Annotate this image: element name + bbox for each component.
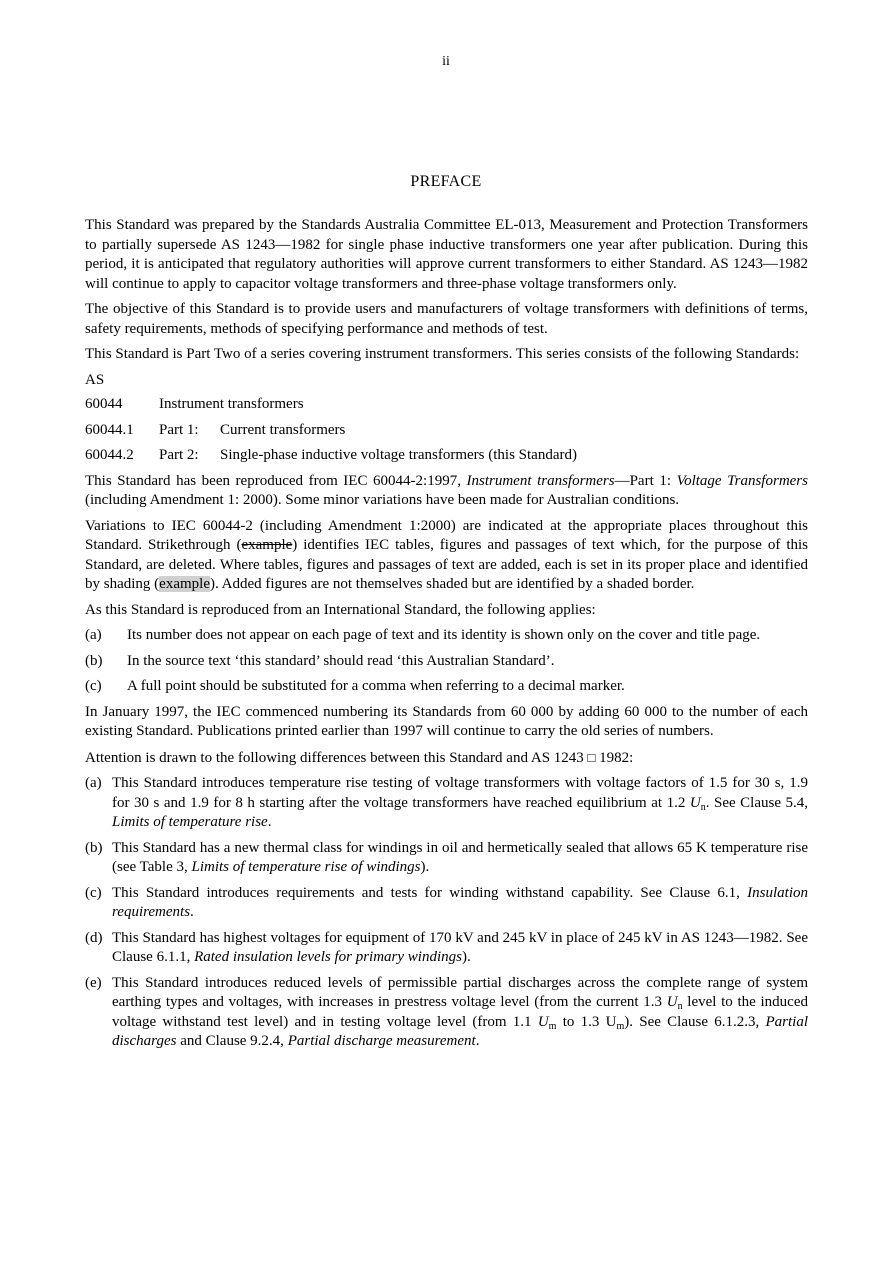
text-run: This Standard introduces reduced levels of permissible partial discharges across the complete range of system earthing types and voltages, with increases in prestress voltage level (from the current 1.3 bbox=[112, 974, 808, 1010]
series-title: Current transformers bbox=[220, 421, 346, 438]
text-run: Variations to IEC 60044-2 (including Amendment 1:2000) are indicated at the appropriate places throughout this Standard. Strikethrough ( bbox=[85, 517, 808, 553]
list-text bbox=[112, 974, 808, 1052]
series-list bbox=[85, 371, 808, 466]
paragraph-variations bbox=[85, 517, 808, 595]
text-run: ) identifies IEC tables, figures and passages of text which, for the purpose of this Standard, are deleted. Where tables, figures and passages of text are added, each is set in its proper place and identified by shading ( bbox=[85, 537, 808, 592]
text-run: This Standard has a new thermal class for windings in oil and hermetically sealed that allows 65 K temperature rise (see Table 3, bbox=[112, 839, 808, 875]
list-text bbox=[112, 774, 808, 833]
symbol-u: U bbox=[537, 1013, 549, 1030]
list-marker: (b) bbox=[85, 652, 103, 669]
missing-glyph-box: □ bbox=[587, 749, 596, 765]
series-row bbox=[85, 421, 808, 441]
text-run: . See Clause 5.4, bbox=[705, 794, 808, 811]
symbol-u: U bbox=[666, 994, 678, 1010]
list-marker: (a) bbox=[85, 775, 102, 791]
text-run: level to the induced voltage withstand test level) and in testing voltage level (from 1.1 bbox=[112, 994, 808, 1030]
list-marker: (c) bbox=[85, 884, 102, 901]
text-run: ). Added figures are not themselves shaded but are identified by a shaded border. bbox=[209, 576, 695, 592]
text-run: to 1.3 U bbox=[556, 1013, 617, 1030]
italic-title: Insulation requirements bbox=[112, 884, 808, 920]
text-run: ). bbox=[461, 949, 471, 965]
series-code: 60044.2 bbox=[85, 447, 134, 463]
list-text: Its number does not appear on each page of text and its identity is shown only on the cover and title page. bbox=[127, 627, 761, 643]
paragraph-applies: As this Standard is reproduced from an International Standard, the following applies: bbox=[85, 601, 596, 618]
series-heading: AS bbox=[85, 371, 105, 388]
text-run: —Part 1: bbox=[614, 472, 677, 489]
text-run: Attention is drawn to the following differences between this Standard and AS 1243 bbox=[85, 749, 584, 766]
subscript: m bbox=[616, 1020, 625, 1032]
strikethrough-example: example bbox=[241, 537, 293, 553]
list-text: In the source text ‘this standard’ should read ‘this Australian Standard’. bbox=[127, 652, 555, 669]
list-item bbox=[85, 774, 808, 833]
list-marker: (b) bbox=[85, 839, 103, 856]
list-item bbox=[85, 626, 808, 646]
text-run: This Standard introduces temperature rise testing of voltage transformers with voltage factors of 1.5 for 30 s, 1.9 for 30 s and 1.9 for 8 h starting after the voltage transformers have reached equilibrium at 1.2 bbox=[112, 775, 808, 811]
series-code: 60044 bbox=[85, 396, 123, 412]
list-item bbox=[85, 652, 808, 672]
paragraph-differences-intro bbox=[85, 748, 808, 769]
list-text: A full point should be substituted for a comma when referring to a decimal marker. bbox=[127, 678, 625, 694]
text-run: . bbox=[190, 904, 194, 920]
list-item bbox=[85, 929, 808, 968]
text-run: ). bbox=[420, 859, 430, 875]
shaded-example: example bbox=[159, 576, 210, 592]
differences-list bbox=[85, 774, 808, 1052]
series-part: Part 1: bbox=[159, 421, 199, 438]
series-row bbox=[85, 446, 808, 466]
text-run: 1982: bbox=[599, 749, 634, 766]
list-marker: (a) bbox=[85, 627, 102, 643]
list-item bbox=[85, 884, 808, 923]
italic-title: Voltage Transformers bbox=[676, 472, 808, 489]
series-row bbox=[85, 395, 808, 415]
list-text bbox=[112, 884, 808, 923]
paragraph-numbering: In January 1997, the IEC commenced numbering its Standards from 60 000 by adding 60 000 to the number of each existing Standard. Publications printed earlier than 1997 will continue to carry the old series of numbers. bbox=[85, 703, 808, 739]
text-run: This Standard introduces requirements and tests for winding withstand capability. See Clause 6.1, bbox=[112, 884, 748, 901]
italic-title: Partial discharges bbox=[112, 1013, 809, 1049]
paragraph-objective: The objective of this Standard is to provide users and manufacturers of voltage transformers with definitions of terms, safety requirements, methods of specifying performance and methods of test. bbox=[85, 301, 808, 337]
page-title: PREFACE bbox=[410, 173, 482, 190]
text-run: This Standard has highest voltages for equipment of 170 kV and 245 kV in place of 245 kV in AS 1243—1982. See Clause 6.1.1, bbox=[112, 929, 808, 965]
text-run: This Standard has been reproduced from IEC 60044-2:1997, bbox=[85, 472, 467, 489]
text-run: ). See Clause 6.1.2.3, bbox=[624, 1013, 766, 1030]
applies-list bbox=[85, 626, 808, 697]
list-item bbox=[85, 974, 808, 1052]
italic-title: Instrument transformers bbox=[466, 472, 615, 489]
text-run: (including Amendment 1: 2000). Some minor variations have been made for Australian conditions. bbox=[85, 492, 680, 508]
list-item bbox=[85, 677, 808, 697]
symbol-u: U bbox=[689, 794, 701, 811]
list-marker: (c) bbox=[85, 678, 102, 694]
subscript: n bbox=[700, 801, 706, 813]
series-title: Instrument transformers bbox=[159, 396, 304, 412]
list-marker: (e) bbox=[85, 974, 102, 991]
text-run: and Clause 9.2.4, bbox=[176, 1033, 288, 1049]
series-code: 60044.1 bbox=[85, 421, 134, 438]
paragraph-committee: This Standard was prepared by the Standards Australia Committee EL-013, Measurement and Protection Transformers to partially supersede AS 1243—1982 for single phase inductive transformers one year after publication. During this period, it is anticipated that regulatory authorities will approve current transformers to either Standard. AS 1243—1982 will continue to apply to capacitor voltage transformers and three-phase voltage transformers only. bbox=[85, 217, 808, 292]
list-item bbox=[85, 839, 808, 878]
paragraph-reproduced bbox=[85, 472, 808, 511]
italic-title: Limits of temperature rise of windings bbox=[191, 859, 421, 875]
page-number: ii bbox=[442, 54, 450, 69]
series-part: Part 2: bbox=[159, 447, 199, 463]
text-run: . bbox=[475, 1033, 480, 1049]
italic-title: Rated insulation levels for primary windings bbox=[194, 949, 462, 965]
paragraph-series-intro: This Standard is Part Two of a series covering instrument transformers. This series consists of the following Standards: bbox=[85, 346, 800, 362]
series-title: Single-phase inductive voltage transformers (this Standard) bbox=[220, 447, 577, 463]
italic-title: Limits of temperature rise bbox=[112, 814, 268, 830]
preface-body bbox=[85, 216, 808, 1058]
list-text bbox=[112, 929, 808, 968]
list-text bbox=[112, 839, 808, 878]
text-run: . bbox=[267, 814, 272, 830]
italic-title: Partial discharge measurement bbox=[287, 1033, 476, 1049]
subscript: m bbox=[548, 1020, 557, 1032]
list-marker: (d) bbox=[85, 929, 103, 946]
subscript: n bbox=[677, 1001, 683, 1012]
